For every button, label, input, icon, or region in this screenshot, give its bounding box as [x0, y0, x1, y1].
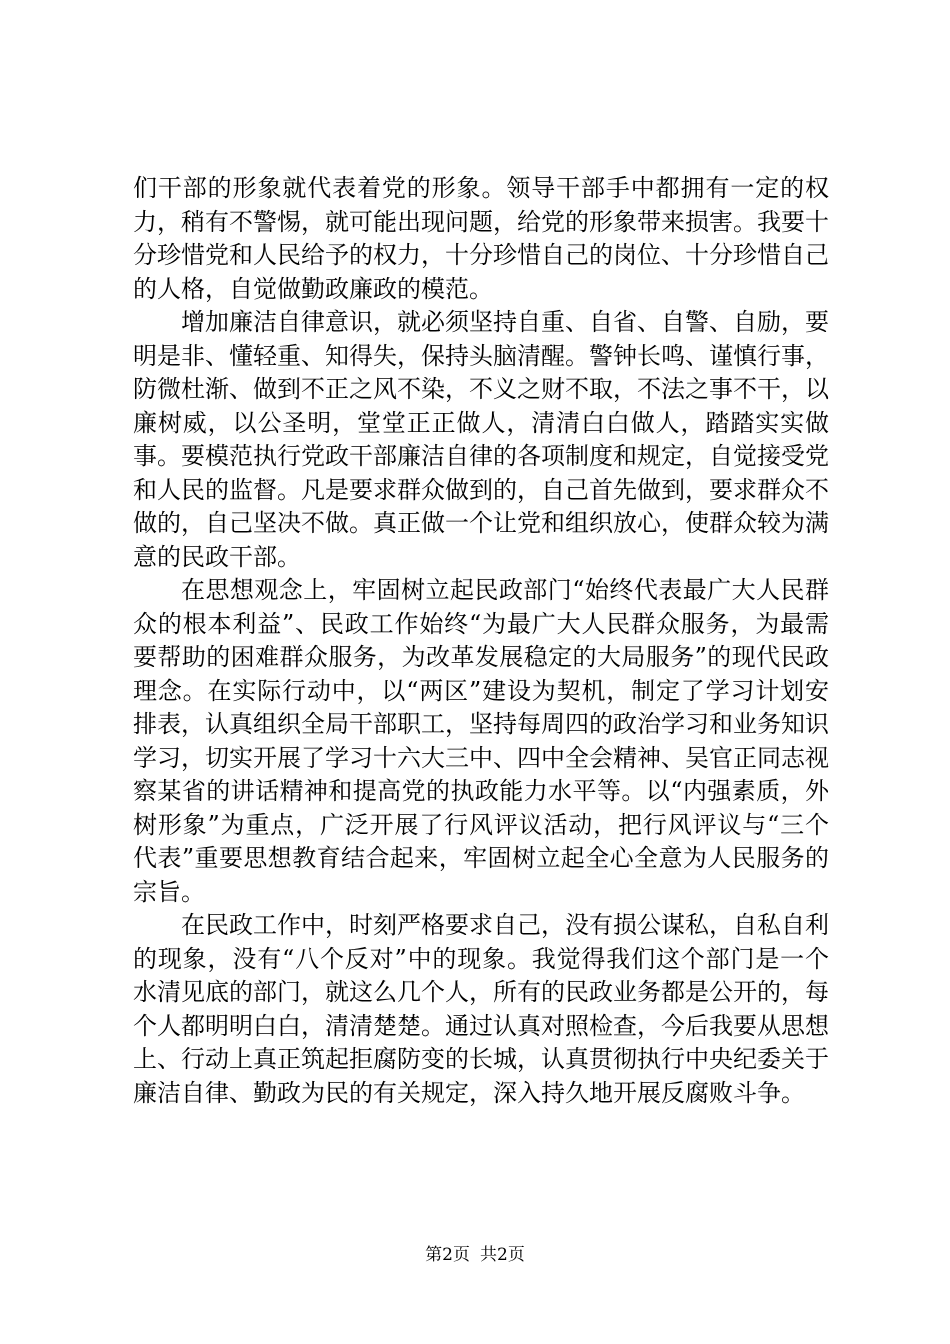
page-total: 共2页 — [480, 1245, 525, 1265]
document-body — [133, 172, 829, 1110]
paragraph-ideology: 在思想观念上，牢固树立起民政部门“始终代表最广大人民群众的根本利益”、民政工作始终“为最广大人民群众服务，为最需要帮助的困难群众服务，为改革发展稳定的大局服务”的现代民政理念。在实际行动中，以“两区”建设为契机，制定了学习计划安排表，认真组织全局干部职工，坚持每周四的政治学习和业务知识学习，切实开展了学习十六大三中、四中全会精神、吴官正同志视察某省的讲话精神和提高党的执政能力水平等。以“内强素质，外树形象”为重点，广泛开展了行风评议活动，把行风评议与“三个代表”重要思想教育结合起来，牢固树立起全心全意为人民服务的宗旨。 — [133, 576, 829, 906]
page-footer — [0, 1244, 950, 1266]
paragraph-self-discipline: 增加廉洁自律意识，就必须坚持自重、自省、自警、自励，要明是非、懂轻重、知得失，保持头脑清醒。警钟长鸣、谨慎行事，防微杜渐、做到不正之风不染，不义之财不取，不法之事不干，以廉树威，以公圣明，堂堂正正做人，清清白白做人，踏踏实实做事。要模范执行党政干部廉洁自律的各项制度和规定，自觉接受党和人民的监督。凡是要求群众做到的，自己首先做到，要求群众不做的，自己坚决不做。真正做一个让党和组织放心，使群众较为满意的民政干部。 — [133, 308, 829, 571]
paragraph-continuation: 们干部的形象就代表着党的形象。领导干部手中都拥有一定的权力，稍有不警惕，就可能出现问题，给党的形象带来损害。我要十分珍惜党和人民给予的权力，十分珍惜自己的岗位、十分珍惜自己的人格，自觉做勤政廉政的模范。 — [133, 174, 829, 303]
paragraph-civil-affairs-work: 在民政工作中，时刻严格要求自己，没有损公谋私，自私自利的现象，没有“八个反对”中的现象。我觉得我们这个部门是一个水清见底的部门，就这么几个人，所有的民政业务都是公开的，每个人都明明白白，清清楚楚。通过认真对照检查，今后我要从思想上、行动上真正筑起拒腐防变的长城，认真贯彻执行中央纪委关于廉洁自律、勤政为民的有关规定，深入持久地开展反腐败斗争。 — [133, 911, 829, 1107]
page-number: 第2页 — [425, 1245, 470, 1265]
